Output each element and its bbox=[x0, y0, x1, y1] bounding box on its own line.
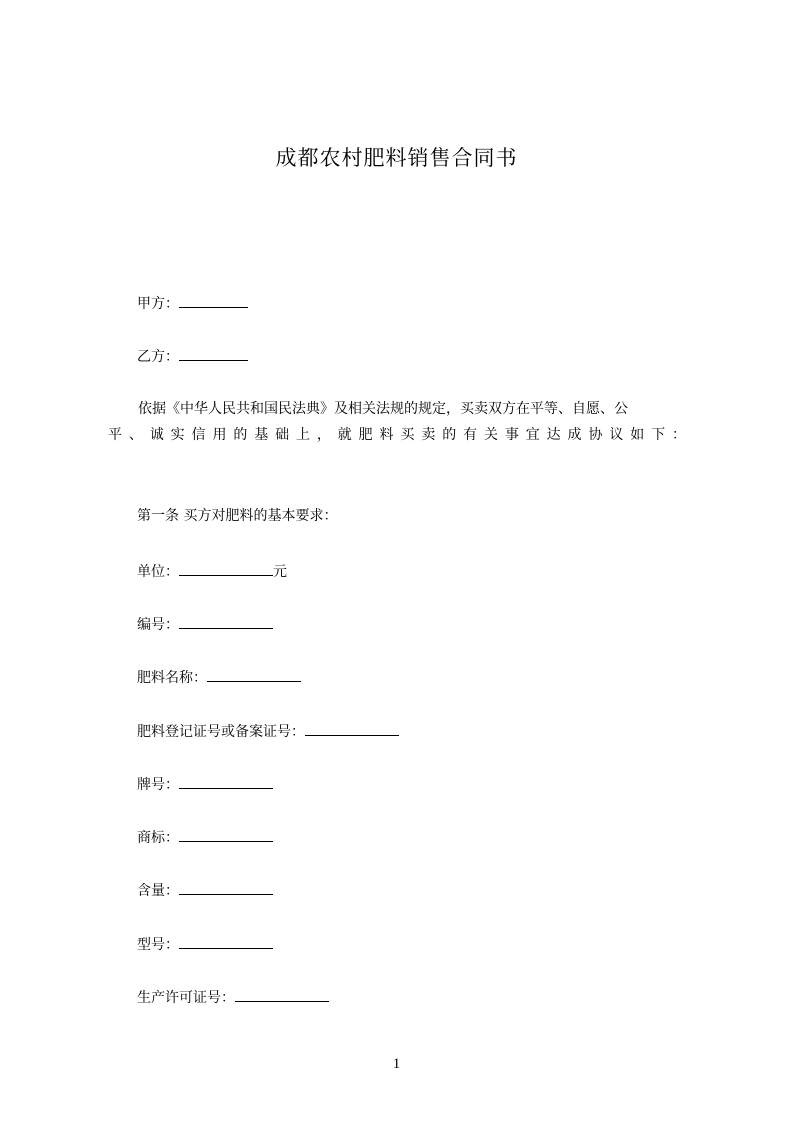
field-blank[interactable] bbox=[305, 720, 399, 736]
preamble-line-1: 依据《中华人民共和国民法典》及相关法规的规定，买卖双方在平等、自愿、公 bbox=[138, 401, 628, 417]
field-number bbox=[137, 613, 273, 635]
field-production-license bbox=[137, 986, 329, 1008]
field-suffix: 元 bbox=[273, 564, 287, 580]
preamble-line-2: 平、诚实信用的基础上，就肥料买卖的有关事宜达成协议如下： bbox=[108, 427, 686, 443]
party-b-blank[interactable] bbox=[179, 345, 248, 361]
field-label: 型号： bbox=[137, 937, 179, 953]
field-label: 编号： bbox=[137, 617, 179, 633]
page-number: 1 bbox=[392, 1056, 401, 1072]
article-1-heading: 第一条 买方对肥料的基本要求： bbox=[137, 508, 338, 524]
field-label: 单位： bbox=[137, 564, 179, 580]
field-blank[interactable] bbox=[179, 933, 273, 949]
field-blank[interactable] bbox=[179, 773, 273, 789]
field-content bbox=[137, 879, 273, 901]
field-blank[interactable] bbox=[179, 613, 273, 629]
field-label: 生产许可证号： bbox=[137, 990, 235, 1006]
field-registration-number bbox=[137, 720, 399, 742]
field-label: 肥料名称： bbox=[137, 670, 207, 686]
party-a-blank[interactable] bbox=[179, 292, 248, 308]
party-a-label: 甲方： bbox=[137, 296, 179, 312]
field-unit bbox=[137, 560, 287, 582]
field-blank[interactable] bbox=[207, 666, 301, 682]
field-grade bbox=[137, 773, 273, 795]
document-title: 成都农村肥料销售合同书 bbox=[275, 146, 518, 170]
party-a-line bbox=[137, 292, 248, 314]
field-label: 肥料登记证号或备案证号： bbox=[137, 724, 305, 740]
field-label: 牌号： bbox=[137, 777, 179, 793]
field-blank[interactable] bbox=[179, 826, 273, 842]
field-blank[interactable] bbox=[179, 560, 273, 576]
field-blank[interactable] bbox=[179, 879, 273, 895]
party-b-label: 乙方： bbox=[137, 349, 179, 365]
field-trademark bbox=[137, 826, 273, 848]
field-label: 商标： bbox=[137, 830, 179, 846]
field-blank[interactable] bbox=[235, 986, 329, 1002]
preamble-paragraph bbox=[108, 396, 686, 448]
field-fertilizer-name bbox=[137, 666, 301, 688]
field-label: 含量： bbox=[137, 883, 179, 899]
party-b-line bbox=[137, 345, 248, 367]
field-model bbox=[137, 933, 273, 955]
